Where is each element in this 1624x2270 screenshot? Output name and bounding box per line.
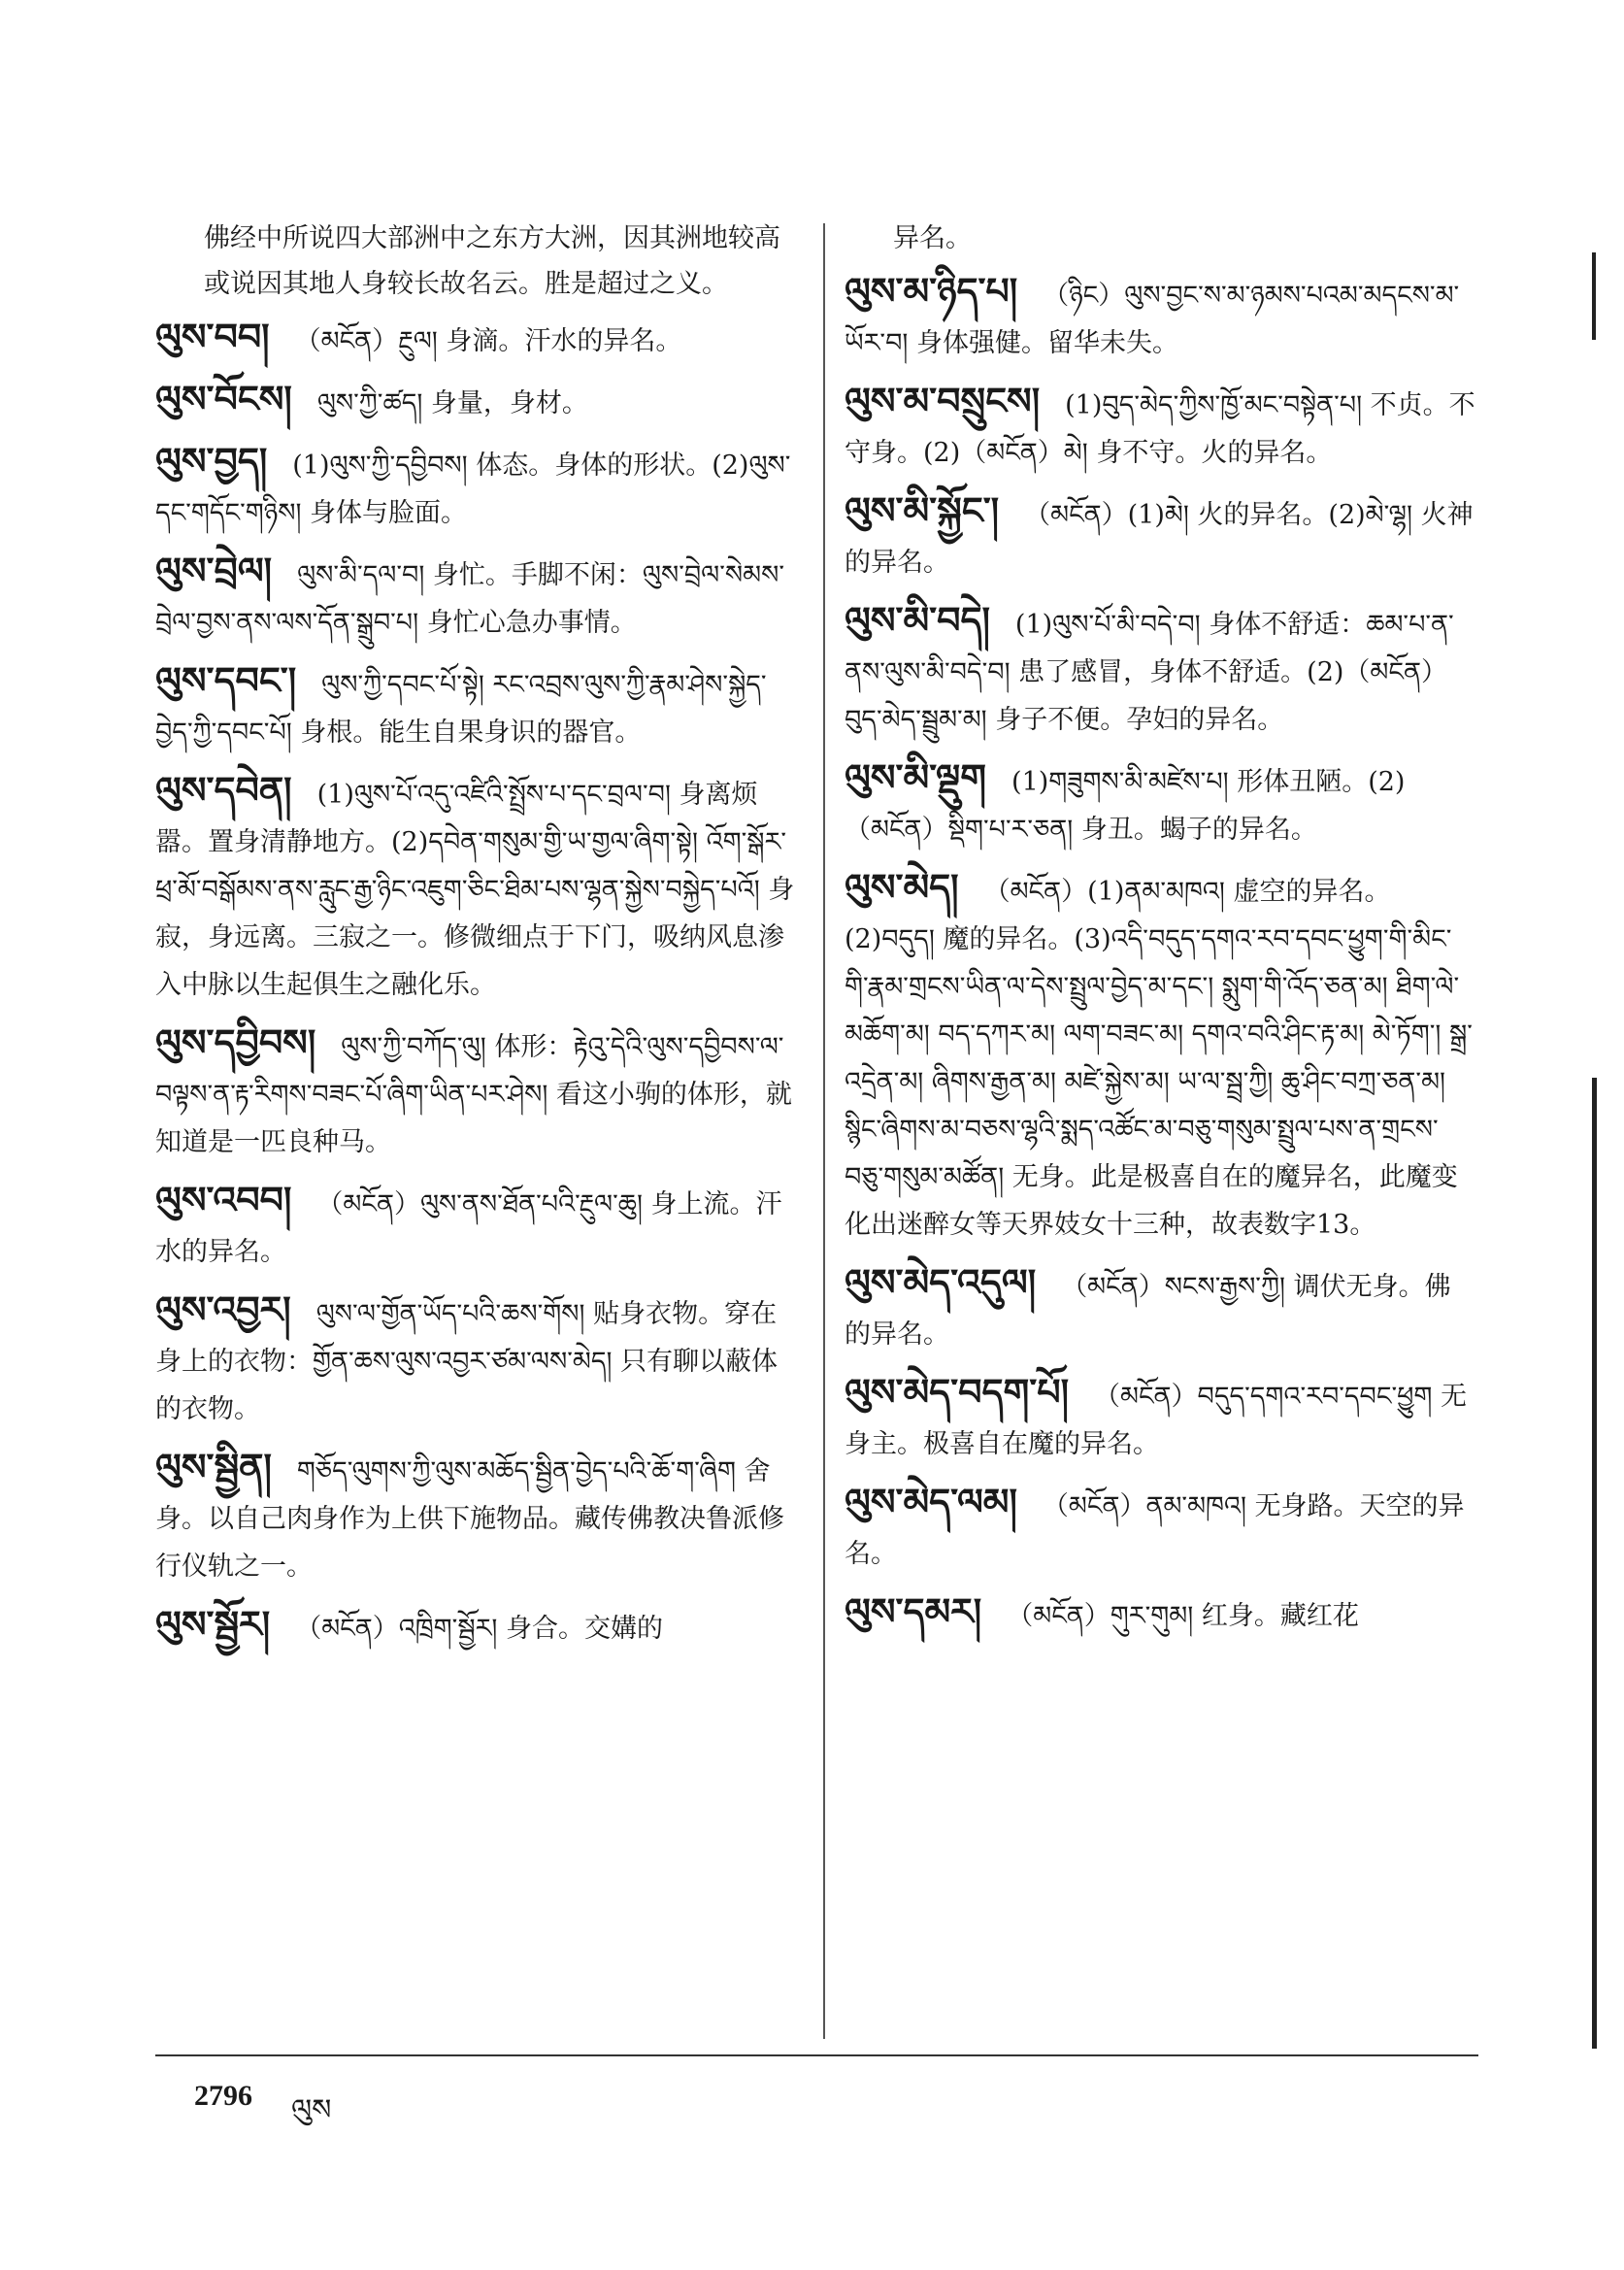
entry-definition: （མངོན）(1)ནམ་མཁའ། 虚空的异名。(2)བདུད། 魔的异名。(3)འདི་བདུད་དགའ་རབ་དབང་ཕྱུག་གི་མིང་གི་རྣམ་གྲངས་ཡིན་ལ་དེས་སྤྲུལ་བྱེད་མ་དང་། སྨུག་གི་འོད་ཅན་མ། ཐིག་ལེ་མཆོག་མ། བད་དཀར་མ། ལག་བཟང་མ། དགའ་བའི་ཤིང་རྟ་མ། མེ་ཏོག་། སྒྲ་འདྲེན་མ། ཞིགས་རྒྱན་མ། མཛེ་སྐྱེས་མ། ཡ་ལ་སྦྲ་ཀྱི། ཆུ་ཤིང་བཀྲ་ཅན་མ། སྙིང་ཞིགས་མ་བཅས་ལྷའི་སྨད་འཚོང་མ་བཅུ་གསུམ་སྤྲུལ་པས་ན་གྲངས་བཅུ་གསུམ་མཚོན། 无身。此是极喜自在的魔异名，此魔变化出迷醉女等天界妓女十三种，故表数字13。 <box>845 877 1473 1240</box>
entry-definition: （མངོན）གུར་གུམ། 红身。藏红花 <box>1007 1601 1359 1631</box>
entry-headword: ལུས་བྱད། <box>155 439 268 483</box>
dictionary-entry <box>155 1018 798 1166</box>
entry-list <box>845 267 1475 1640</box>
dictionary-entry <box>845 1258 1475 1358</box>
scan-edge-mark <box>1592 1078 1597 2049</box>
dictionary-entry <box>155 656 798 756</box>
entry-definition: (1)བུད་མེད་ཀྱིས་ཁྱོ་མང་བསྟེན་པ། 不贞。不守身。(2)（མངོན）མེ། 身不守。火的异名。 <box>845 390 1475 468</box>
entry-headword: ལུས་མི་བདེ། <box>845 598 990 642</box>
entry-definition: （མངོན）(1)མེ། 火的异名。(2)མེ་ལྷ། 火神的异名。 <box>845 500 1474 578</box>
entry-headword: ལུས་བབ། <box>155 315 270 358</box>
entry-definition: （མངོན）ལུས་ནས་ཐོན་པའི་རྔུལ་ཆུ། 身上流。汗水的异名。 <box>155 1189 782 1267</box>
entry-headword: ལུས་མ་ཉིད་པ། <box>845 269 1018 313</box>
entry-headword: ལུས་འབབ། <box>155 1178 292 1221</box>
entry-definition: （ཉིང）ལུས་བྱང་ས་མ་ཉམས་པའམ་མདངས་མ་ཡོར་བ། 身体强健。留华未失。 <box>845 281 1460 358</box>
dictionary-entry <box>845 486 1475 586</box>
dictionary-entry <box>845 1478 1475 1578</box>
dictionary-entry <box>845 1587 1475 1640</box>
entry-definition: ལུས་ཀྱི་དབང་པོ་སྟེ། རང་འབྲས་ལུས་ཀྱི་རྣམ་ཤེས་སྐྱེད་བྱེད་ཀྱི་དབང་པོ། 身根。能生自果身识的器官。 <box>155 670 767 748</box>
running-head: ལུས <box>291 2093 332 2127</box>
entry-definition: ལུས་ཀྱི་བཀོད་ལུ། 体形：རྟེའུ་དེའི་ལུས་དབྱིབས་ལ་བལྟས་ན་རྟ་རིགས་བཟང་པོ་ཞིག་ཡིན་པར་ཤེས། 看这小驹的体形，就知道是一匹良种马。 <box>155 1032 792 1157</box>
entry-headword: ལུས་སྦྱོར། <box>155 1602 271 1646</box>
entry-definition: （མངོན）ནམ་མཁའ། 无身路。天空的异名。 <box>845 1491 1465 1569</box>
scan-edge-mark <box>1592 252 1596 340</box>
entry-headword: ལུས་མི་སྐྱོང་། <box>845 488 1000 532</box>
dictionary-entry <box>155 437 798 537</box>
entry-list <box>155 313 798 1652</box>
entry-headword: ལུས་འབྱར། <box>155 1287 291 1331</box>
dictionary-entry <box>155 1176 798 1276</box>
dictionary-entry <box>155 766 798 1009</box>
footer-rule <box>155 2054 1478 2056</box>
entry-definition: གཅོད་ལུགས་ཀྱི་ལུས་མཆོད་སྦྱིན་བྱེད་པའི་ཆོ་ག་ཞིག 舍身。以自己肉身作为上供下施物品。藏传佛教决鲁派修行仪轨之一。 <box>155 1456 784 1582</box>
dictionary-entry <box>845 596 1475 744</box>
entry-definition: ལུས་ལ་གྱོན་ཡོད་པའི་ཆས་གོས། 贴身衣物。穿在身上的衣物：གྱོན་ཆས་ལུས་འབྱར་ཙམ་ལས་མེད། 只有聊以蔽体的衣物。 <box>155 1299 779 1424</box>
page-number: 2796 <box>194 2080 252 2112</box>
entry-definition: （མངོན）འཁྲིག་སྦྱོར། 身合。交媾的 <box>295 1614 663 1644</box>
entry-headword: ལུས་སྦྱིན། <box>155 1445 272 1488</box>
dictionary-entry <box>845 753 1475 853</box>
entry-definition: (1)ལུས་ཀྱི་དབྱིབས། 体态。身体的形状。(2)ལུས་དང་གདོང་གཉིས། 身体与脸面。 <box>155 451 791 528</box>
dictionary-entry <box>155 313 798 365</box>
dictionary-entry <box>155 1443 798 1590</box>
entry-headword: ལུས་མ་བསྲུངས། <box>845 379 1041 422</box>
entry-headword: ལུས་མེད་འདུལ། <box>845 1260 1037 1304</box>
dictionary-entry <box>155 547 798 647</box>
entry-definition: （མངོན）སངས་རྒྱས་ཀྱི། 调伏无身。佛的异名。 <box>845 1272 1451 1350</box>
dictionary-entry <box>845 267 1475 367</box>
entry-headword: ལུས་མི་ལྡུག <box>845 755 987 799</box>
entry-headword: ལུས་དབེན། <box>155 768 292 812</box>
entry-definition: ལུས་མི་དལ་བ། 身忙。手脚不闲：ལུས་བྲེལ་སེམས་བྲེལ་བྱས་ནས་ལས་དོན་སྒྲུབ་པ། 身忙心急办事情。 <box>155 560 784 638</box>
dictionary-entry <box>845 1368 1475 1468</box>
entry-definition: （མངོན）རྔུལ། 身滴。汗水的异名。 <box>294 326 682 356</box>
entry-headword: ལུས་དབང་། <box>155 658 297 702</box>
entry-headword: ལུས་དམར། <box>845 1589 982 1633</box>
entry-headword: ལུས་བྲེལ། <box>155 549 273 592</box>
left-column <box>155 216 798 1662</box>
entry-headword: ལུས་དབྱིབས། <box>155 1020 316 1064</box>
entry-definition: （མངོན）བདུད་དགའ་རབ་དབང་ཕྱུག 无身主。极喜自在魔的异名。 <box>845 1382 1468 1459</box>
entry-definition: (1)ལུས་པོ་མི་བདེ་བ། 身体不舒适：ཆམ་པ་ན་ནས་ལུས་མི་བདེ་བ། 患了感冒，身体不舒适。(2)（མངོན）བུད་མེད་སྦྲུམ་མ། 身子不便。孕妇的异名。 <box>845 610 1454 735</box>
dictionary-entry <box>845 377 1475 477</box>
entry-headword: ལུས་མེད། <box>845 865 959 909</box>
entry-definition: ལུས་ཀྱི་ཚད། 身量，身材。 <box>316 388 588 418</box>
entry-continuation: 佛经中所说四大部洲中之东方大洲，因其洲地较高或说因其地人身较长故名云。胜是超过之义。 <box>204 223 780 299</box>
right-column <box>845 216 1475 1650</box>
entry-definition: (1)གཟུགས་མི་མཛེས་པ། 形体丑陋。(2)（མངོན）སྡིག་པ་ར་ཅན། 身丑。蝎子的异名。 <box>845 767 1406 845</box>
entry-headword: ལུས་མེད་བདག་པོ། <box>845 1370 1070 1414</box>
entry-continuation: 异名。 <box>893 223 972 253</box>
entry-headword: ལུས་བོངས། <box>155 377 292 420</box>
dictionary-entry <box>155 1285 798 1433</box>
dictionary-entry <box>155 1600 798 1652</box>
entry-headword: ལུས་མེད་ལམ། <box>845 1480 1017 1523</box>
entry-definition: (1)ལུས་པོ་འདུ་འཛིའི་སྤྲོས་པ་དང་བྲལ་བ། 身离烦嚣。置身清静地方。(2)དབེན་གསུམ་གྱི་ཡ་གྱལ་ཞིག་སྟེ། འོག་སྒོར་ཕྲ་མོ་བསྒོམས་ནས་རླུང་རྒྱ་ཉིང་འཇུག་ཅིང་ཐིམ་པས་ལྷན་སྐྱེས་བསྐྱེད་པའོ། 身寂，身远离。三寂之一。修微细点于下门，吸纳风息渗入中脉以生起俱生之融化乐。 <box>155 780 795 1000</box>
column-divider <box>823 223 825 2039</box>
dictionary-entry <box>845 863 1475 1249</box>
dictionary-entry <box>155 375 798 427</box>
